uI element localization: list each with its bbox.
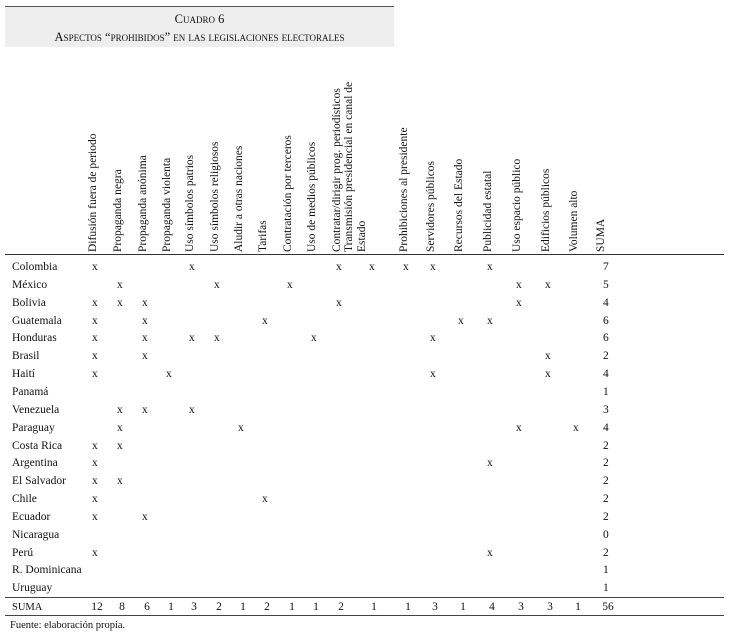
row-country: Nicaragua bbox=[12, 528, 60, 541]
bottom-rule bbox=[5, 615, 724, 616]
cell-mark: x bbox=[487, 546, 493, 559]
row-country: Honduras bbox=[12, 332, 57, 345]
column-header: SUMA bbox=[595, 218, 607, 252]
total-value: 1 bbox=[371, 601, 377, 613]
cell-mark: x bbox=[262, 493, 268, 506]
row-suma: 3 bbox=[603, 403, 609, 416]
column-header: Contratar/dirigir prog. periodísticos bbox=[331, 88, 343, 252]
row-suma: 1 bbox=[603, 385, 609, 398]
totals-label: SUMA bbox=[12, 602, 43, 613]
cell-mark: x bbox=[487, 261, 493, 273]
total-value: 1 bbox=[405, 601, 411, 613]
row-suma: 2 bbox=[603, 493, 609, 506]
cell-mark: x bbox=[545, 350, 551, 363]
row-suma: 4 bbox=[603, 368, 609, 381]
header-rule bbox=[5, 254, 724, 255]
row-country: Paraguay bbox=[12, 421, 55, 434]
cell-mark: x bbox=[336, 261, 342, 273]
column-header bbox=[343, 82, 369, 252]
cell-mark: x bbox=[92, 510, 98, 523]
total-value: 6 bbox=[144, 601, 150, 613]
cell-mark: x bbox=[117, 403, 123, 416]
cell-mark: x bbox=[142, 350, 148, 363]
row-country: Panamá bbox=[12, 385, 49, 398]
column-header: Propaganda negra bbox=[112, 169, 124, 252]
row-country: Ecuador bbox=[12, 510, 51, 523]
cell-mark: x bbox=[117, 421, 123, 434]
row-suma: 0 bbox=[603, 528, 609, 541]
cell-mark: x bbox=[92, 546, 98, 559]
cell-mark: x bbox=[117, 475, 123, 488]
cell-mark: x bbox=[430, 368, 436, 381]
column-header: Uso de medios públicos bbox=[306, 141, 318, 252]
cell-mark: x bbox=[545, 278, 551, 291]
row-suma: 7 bbox=[603, 261, 609, 273]
footnote: Fuente: elaboración propia. bbox=[10, 620, 126, 631]
cell-mark: x bbox=[311, 332, 317, 345]
row-country: El Salvador bbox=[12, 475, 66, 488]
cell-mark: x bbox=[262, 314, 268, 327]
row-country: México bbox=[12, 278, 48, 291]
cell-mark: x bbox=[189, 403, 195, 416]
row-suma: 2 bbox=[603, 439, 609, 452]
cell-mark: x bbox=[458, 314, 464, 327]
cell-mark: x bbox=[142, 403, 148, 416]
cell-mark: x bbox=[430, 332, 436, 345]
column-header: Difusión fuera de periodo bbox=[87, 133, 99, 252]
cell-mark: x bbox=[92, 332, 98, 345]
total-value: 3 bbox=[518, 601, 524, 613]
cell-mark: x bbox=[92, 493, 98, 506]
total-value: 3 bbox=[432, 601, 438, 613]
column-header: Propaganda anónima bbox=[137, 155, 149, 252]
row-country: Chile bbox=[12, 493, 37, 506]
column-header: Prohibiciones al presidente bbox=[398, 127, 410, 252]
total-value: 1 bbox=[575, 601, 581, 613]
total-value: 2 bbox=[338, 601, 344, 613]
cell-mark: x bbox=[117, 278, 123, 291]
cell-mark: x bbox=[166, 368, 172, 381]
cell-mark: x bbox=[92, 350, 98, 363]
row-suma: 4 bbox=[603, 421, 609, 434]
cell-mark: x bbox=[238, 421, 244, 434]
total-value: 1 bbox=[313, 601, 319, 613]
row-suma: 5 bbox=[603, 278, 609, 291]
column-header: Publicidad estatal bbox=[482, 170, 494, 252]
row-suma: 2 bbox=[603, 510, 609, 523]
table-number: Cuadro 6 bbox=[174, 12, 225, 26]
row-country: Argentina bbox=[12, 457, 58, 470]
cell-mark: x bbox=[117, 439, 123, 452]
total-value: 56 bbox=[602, 601, 614, 613]
column-header: Uso símbolos religiosos bbox=[209, 141, 221, 252]
cell-mark: x bbox=[142, 510, 148, 523]
row-country: Perú bbox=[12, 546, 34, 559]
cell-mark: x bbox=[92, 261, 98, 273]
cell-mark: x bbox=[516, 278, 522, 291]
cell-mark: x bbox=[214, 278, 220, 291]
total-value: 2 bbox=[264, 601, 270, 613]
column-header: Aludir a otras naciones bbox=[233, 145, 245, 252]
row-suma: 6 bbox=[603, 332, 609, 345]
cell-mark: x bbox=[287, 278, 293, 291]
row-suma: 1 bbox=[603, 564, 609, 577]
row-country: Colombia bbox=[12, 261, 58, 273]
total-value: 1 bbox=[460, 601, 466, 613]
table-title-box bbox=[5, 6, 394, 47]
total-value: 4 bbox=[489, 601, 495, 613]
column-header: Uso espacio público bbox=[511, 158, 523, 252]
total-value: 2 bbox=[216, 601, 222, 613]
total-value: 1 bbox=[289, 601, 295, 613]
cell-mark: x bbox=[516, 296, 522, 309]
row-suma: 2 bbox=[603, 475, 609, 488]
column-header: Edificios públicos bbox=[540, 168, 552, 252]
row-country: Guatemala bbox=[12, 314, 62, 327]
cell-mark: x bbox=[189, 332, 195, 345]
row-country: Uruguay bbox=[12, 582, 53, 595]
cell-mark: x bbox=[142, 332, 148, 345]
cell-mark: x bbox=[92, 439, 98, 452]
cell-mark: x bbox=[142, 296, 148, 309]
column-header: Contratación por terceros bbox=[282, 135, 294, 252]
cell-mark: x bbox=[117, 296, 123, 309]
row-country: Bolivia bbox=[12, 296, 46, 309]
total-value: 1 bbox=[240, 601, 246, 613]
total-value: 3 bbox=[191, 601, 197, 613]
cell-mark: x bbox=[92, 368, 98, 381]
row-suma: 1 bbox=[603, 582, 609, 595]
row-suma: 4 bbox=[603, 296, 609, 309]
column-header: Propaganda violenta bbox=[161, 157, 173, 252]
row-suma: 2 bbox=[603, 546, 609, 559]
column-header-line: Transmisión presidencial en canal de bbox=[343, 81, 355, 252]
cell-mark: x bbox=[516, 421, 522, 434]
cell-mark: x bbox=[336, 296, 342, 309]
cell-mark: x bbox=[573, 421, 579, 434]
column-header-line: Estado bbox=[356, 220, 368, 252]
table-title: Aspectos “prohibidos” en las legislaciones electorales bbox=[54, 30, 345, 44]
cell-mark: x bbox=[92, 296, 98, 309]
column-header: Uso símbolos patrios bbox=[184, 154, 196, 252]
total-value: 12 bbox=[91, 601, 103, 613]
cell-mark: x bbox=[369, 261, 375, 273]
total-value: 3 bbox=[547, 601, 553, 613]
row-country: Haití bbox=[12, 368, 35, 381]
cell-mark: x bbox=[92, 457, 98, 470]
totals-rule bbox=[5, 597, 724, 598]
row-suma: 2 bbox=[603, 457, 609, 470]
cell-mark: x bbox=[487, 457, 493, 470]
cell-mark: x bbox=[403, 261, 409, 273]
row-country: Venezuela bbox=[12, 403, 60, 416]
cell-mark: x bbox=[545, 368, 551, 381]
total-value: 1 bbox=[168, 601, 174, 613]
column-header: Servidores públicos bbox=[425, 160, 437, 252]
row-country: Brasil bbox=[12, 350, 40, 363]
row-suma: 6 bbox=[603, 314, 609, 327]
column-header: Tarifas bbox=[257, 220, 269, 252]
row-country: R. Dominicana bbox=[12, 564, 82, 577]
cell-mark: x bbox=[142, 314, 148, 327]
column-header: Volumen alto bbox=[568, 190, 580, 252]
total-value: 8 bbox=[119, 601, 125, 613]
cell-mark: x bbox=[92, 475, 98, 488]
cell-mark: x bbox=[430, 261, 436, 273]
cell-mark: x bbox=[92, 314, 98, 327]
cell-mark: x bbox=[189, 261, 195, 273]
row-suma: 2 bbox=[603, 350, 609, 363]
cell-mark: x bbox=[487, 314, 493, 327]
row-country: Costa Rica bbox=[12, 439, 63, 452]
cell-mark: x bbox=[214, 332, 220, 345]
column-header: Recursos del Estado bbox=[453, 158, 465, 252]
